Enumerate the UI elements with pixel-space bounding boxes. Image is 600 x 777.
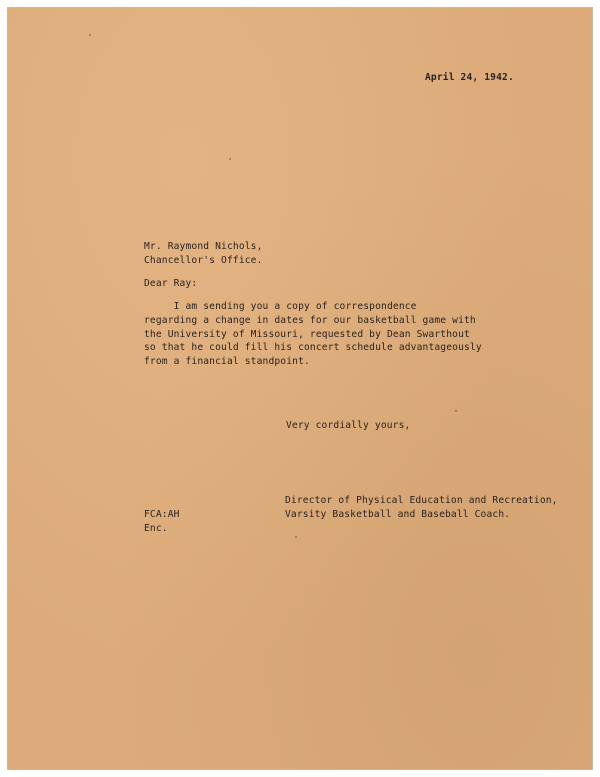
body-line: I am sending you a copy of correspondence [144, 301, 417, 312]
letter-body [144, 300, 482, 369]
signature-title-line: Varsity Basketball and Baseball Coach. [285, 508, 511, 520]
salutation: Dear Ray: [144, 278, 198, 289]
letter-date: April 24, 1942. [425, 72, 514, 83]
signature-block [285, 494, 558, 522]
paper-speck [229, 158, 231, 160]
signature-title-line: Director of Physical Education and Recreation, [285, 495, 558, 506]
paper-speck [89, 34, 91, 36]
letter-page [8, 8, 592, 769]
body-line: from a financial standpoint. [144, 356, 310, 368]
paper-speck [295, 536, 297, 538]
typist-initials: FCA:AH [144, 509, 180, 520]
recipient-address [144, 240, 263, 268]
complimentary-close: Very cordially yours, [286, 420, 411, 431]
paper-speck [455, 410, 457, 412]
recipient-name: Mr. Raymond Nichols, [144, 241, 263, 252]
body-line: regarding a change in dates for our basketball game with [144, 314, 476, 326]
body-line: so that he could fill his concert schedule advantageously [144, 342, 482, 354]
enclosure-note: Enc. [144, 522, 168, 534]
reference-initials [144, 508, 180, 536]
body-line: the University of Missouri, requested by Dean Swarthout [144, 328, 470, 340]
recipient-office: Chancellor's Office. [144, 254, 263, 266]
